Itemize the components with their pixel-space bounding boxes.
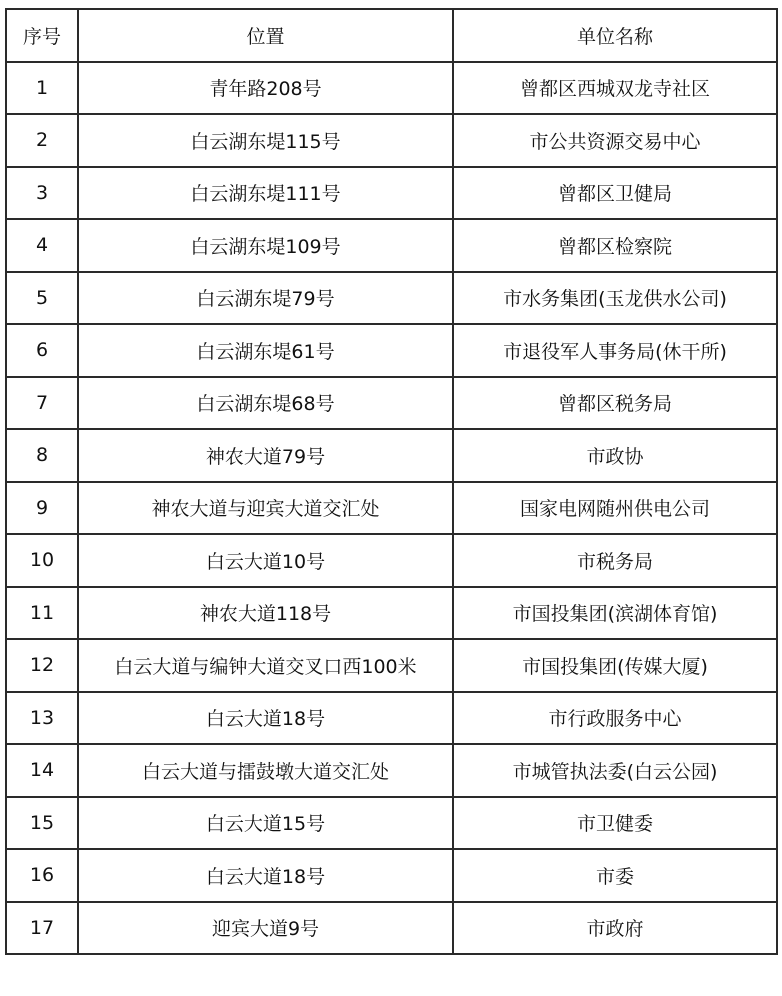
cell-unit-name: 市税务局 xyxy=(453,534,777,587)
cell-unit-name: 曾都区税务局 xyxy=(453,377,777,430)
cell-index: 8 xyxy=(6,429,78,482)
cell-location: 神农大道与迎宾大道交汇处 xyxy=(78,482,453,535)
table-row xyxy=(6,272,777,325)
cell-location: 神农大道118号 xyxy=(78,587,453,640)
location-table xyxy=(5,8,778,955)
table-row xyxy=(6,377,777,430)
table-row xyxy=(6,62,777,115)
table-row xyxy=(6,219,777,272)
cell-location: 白云湖东堤115号 xyxy=(78,114,453,167)
cell-unit-name: 曾都区西城双龙寺社区 xyxy=(453,62,777,115)
cell-index: 11 xyxy=(6,587,78,640)
table-row xyxy=(6,534,777,587)
cell-index: 9 xyxy=(6,482,78,535)
cell-unit-name: 市国投集团(滨湖体育馆) xyxy=(453,587,777,640)
cell-unit-name: 市委 xyxy=(453,849,777,902)
cell-unit-name: 曾都区卫健局 xyxy=(453,167,777,220)
cell-index: 5 xyxy=(6,272,78,325)
cell-unit-name: 市卫健委 xyxy=(453,797,777,850)
table-row xyxy=(6,639,777,692)
cell-index: 14 xyxy=(6,744,78,797)
table-row xyxy=(6,797,777,850)
cell-unit-name: 曾都区检察院 xyxy=(453,219,777,272)
cell-location: 白云湖东堤68号 xyxy=(78,377,453,430)
cell-location: 神农大道79号 xyxy=(78,429,453,482)
cell-location: 白云大道10号 xyxy=(78,534,453,587)
header-location: 位置 xyxy=(78,9,453,62)
header-row xyxy=(6,9,777,62)
cell-unit-name: 国家电网随州供电公司 xyxy=(453,482,777,535)
cell-index: 17 xyxy=(6,902,78,955)
header-unit-name: 单位名称 xyxy=(453,9,777,62)
cell-index: 12 xyxy=(6,639,78,692)
cell-unit-name: 市行政服务中心 xyxy=(453,692,777,745)
cell-unit-name: 市退役军人事务局(休干所) xyxy=(453,324,777,377)
table-row xyxy=(6,429,777,482)
cell-index: 15 xyxy=(6,797,78,850)
cell-index: 13 xyxy=(6,692,78,745)
cell-index: 16 xyxy=(6,849,78,902)
cell-index: 10 xyxy=(6,534,78,587)
cell-location: 白云大道与擂鼓墩大道交汇处 xyxy=(78,744,453,797)
cell-index: 3 xyxy=(6,167,78,220)
table-row xyxy=(6,744,777,797)
cell-location: 白云湖东堤111号 xyxy=(78,167,453,220)
table-row xyxy=(6,482,777,535)
cell-unit-name: 市政府 xyxy=(453,902,777,955)
table-row xyxy=(6,167,777,220)
cell-unit-name: 市公共资源交易中心 xyxy=(453,114,777,167)
cell-location: 白云大道15号 xyxy=(78,797,453,850)
header-index: 序号 xyxy=(6,9,78,62)
cell-index: 2 xyxy=(6,114,78,167)
cell-location: 青年路208号 xyxy=(78,62,453,115)
cell-location: 白云大道18号 xyxy=(78,849,453,902)
cell-location: 迎宾大道9号 xyxy=(78,902,453,955)
cell-unit-name: 市水务集团(玉龙供水公司) xyxy=(453,272,777,325)
cell-unit-name: 市国投集团(传媒大厦) xyxy=(453,639,777,692)
cell-index: 4 xyxy=(6,219,78,272)
cell-unit-name: 市政协 xyxy=(453,429,777,482)
cell-index: 6 xyxy=(6,324,78,377)
cell-location: 白云湖东堤109号 xyxy=(78,219,453,272)
table-row xyxy=(6,849,777,902)
table-row xyxy=(6,902,777,955)
cell-location: 白云湖东堤79号 xyxy=(78,272,453,325)
cell-index: 7 xyxy=(6,377,78,430)
cell-location: 白云大道18号 xyxy=(78,692,453,745)
table-row xyxy=(6,587,777,640)
table-row xyxy=(6,692,777,745)
cell-index: 1 xyxy=(6,62,78,115)
cell-location: 白云大道与编钟大道交叉口西100米 xyxy=(78,639,453,692)
table-row xyxy=(6,114,777,167)
table-row xyxy=(6,324,777,377)
cell-location: 白云湖东堤61号 xyxy=(78,324,453,377)
cell-unit-name: 市城管执法委(白云公园) xyxy=(453,744,777,797)
